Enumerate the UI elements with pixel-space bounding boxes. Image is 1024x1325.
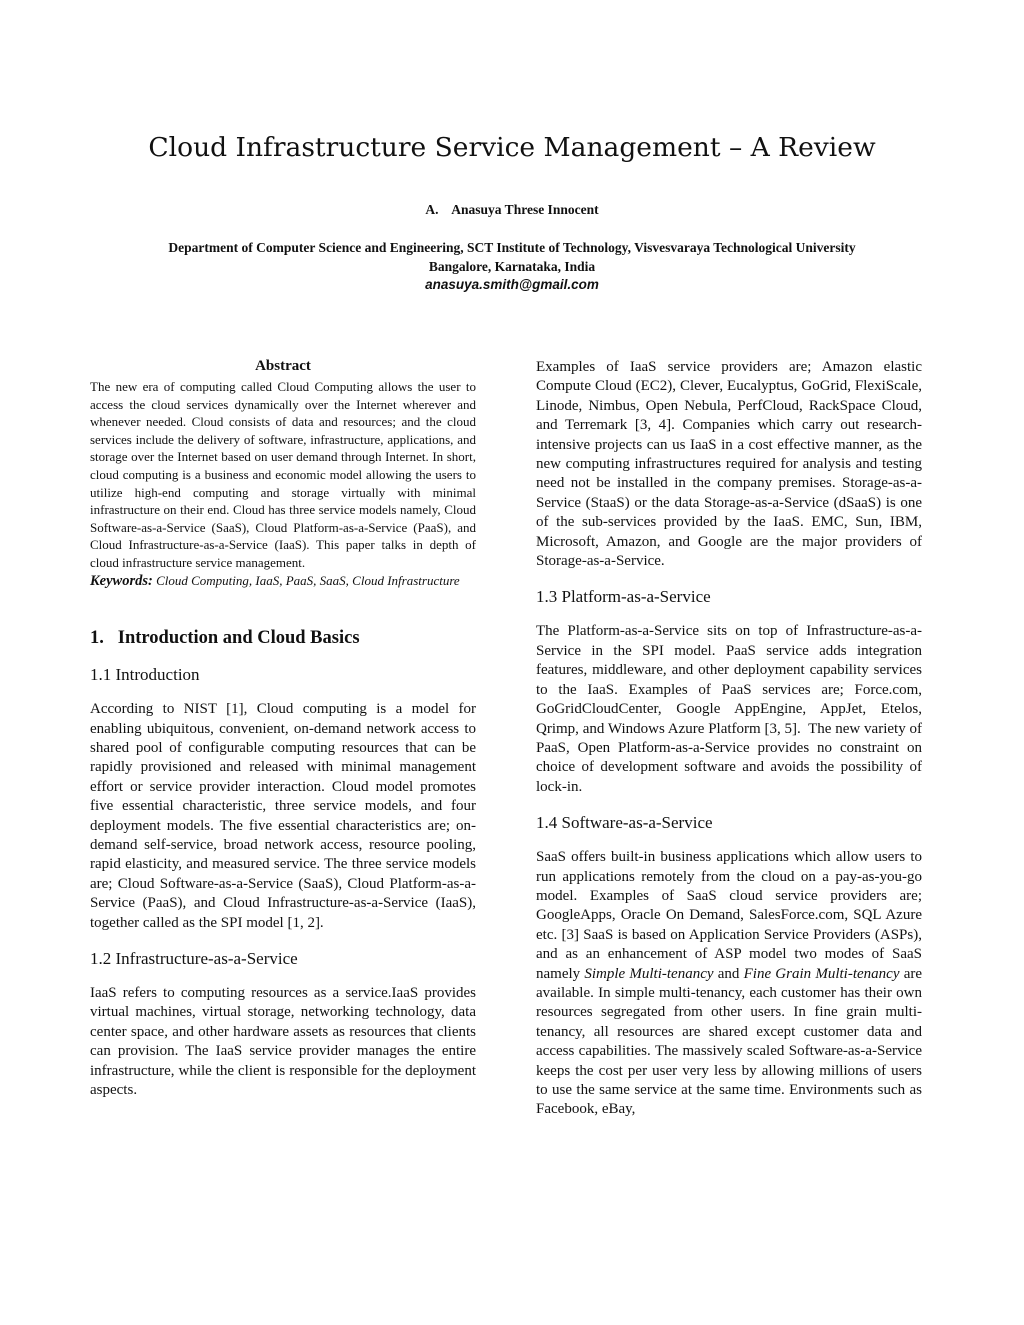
affiliation-line-1: Department of Computer Science and Engineering, SCT Institute of Technology, Visvesvaraya Technological University bbox=[168, 240, 856, 255]
and-word: and bbox=[717, 965, 740, 982]
subsection-1-1-text: According to NIST [1], Cloud computing is a model for enabling ubiquitous, convenient, on-demand network access to shared pool of configurable computing resources that can be rapidly provisioned and released with minimal management effort or service provider interaction. Cloud model promotes five essential characteristic, three service models, and four deployment models. The five essential characteristics are; on-demand self-service, broad network access, resource pooling, rapid elasticity, and measured service. The three service models are; Cloud Software-as-a-Service (SaaS), Cloud Platform-as-a-Service (PaaS), and Cloud Infrastructure-as-a-Service (IaaS), together called as the SPI model [1, 2]. bbox=[90, 701, 476, 931]
author-email: anasuya.smith@gmail.com bbox=[425, 277, 599, 292]
subsection-1-3-heading: 1.3 Platform-as-a-Service bbox=[536, 587, 711, 607]
affiliation bbox=[0, 238, 1024, 276]
keywords-list: Cloud Computing, IaaS, PaaS, SaaS, Cloud Infrastructure bbox=[156, 572, 460, 588]
saas-text-part-a: SaaS offers built-in business applications which allow users to run applications remotely from the cloud on a pay-as-you-go model. Examples of SaaS cloud service providers are; GoogleApps, Oracle On Demand, SalesForce.com, SQL Azure etc. [3] SaaS is based on Application Service Providers (ASPs), and as an enhancement of ASP model two modes of SaaS namely bbox=[536, 849, 922, 982]
subsection-1-1-heading: 1.1 Introduction bbox=[90, 665, 200, 685]
simple-multi-tenancy-term: Simple Multi-tenancy bbox=[584, 965, 714, 982]
subsection-1-2-text: IaaS refers to computing resources as a service.IaaS provides virtual machines, virtual storage, networking technology, data center space, and other hardware assets as resources that clients can provision. The IaaS service provider manages the entire infrastructure, while the client is responsible for the deployment aspects. bbox=[90, 985, 476, 1099]
fine-grain-multi-tenancy-term: Fine Grain Multi-tenancy bbox=[743, 965, 900, 982]
author-name: A. Anasuya Threse Innocent bbox=[425, 202, 599, 217]
affiliation-line-2: Bangalore, Karnataka, India bbox=[428, 259, 596, 274]
abstract-heading: Abstract bbox=[255, 358, 311, 374]
keywords-line bbox=[90, 572, 476, 591]
subsection-1-3-text: The Platform-as-a-Service sits on top of Infrastructure-as-a-Service in the SPI model. PaaS service adds integration features, middleware, and other deployment capability services to the IaaS. Examples of PaaS services are; Force.com, GoGridCloudCenter, Google AppEngine, AppJet, Etelos, Qrimp, and Windows Azure Platform [3, 5]. The new variety of PaaS, Open Platform-as-a-Service provides no constraint on choice of development software and avoids the possibility of lock-in. bbox=[536, 623, 922, 795]
subsection-1-2-continued-text: Examples of IaaS service providers are; Amazon elastic Compute Cloud (EC2), Clever, Eucalyptus, GoGrid, FlexiScale, Linode, Nimbus, Open Nebula, PerfCloud, RackSpace Cloud, and Terremark [3, 4]. Companies which carry out research-intensive projects can us IaaS in a cost effective manner, as the new computing infrastructures required for analysis and testing need not be installed in the company premises. Storage-as-a-Service (StaaS) or the data Storage-as-a-Service (dSaaS) is one of the sub-services provided by the IaaS. EMC, Sun, IBM, Microsoft, Amazon, and Google are the major providers of Storage-as-a-Service. bbox=[536, 359, 922, 570]
keywords-label: Keywords: bbox=[90, 572, 153, 589]
right-column bbox=[536, 358, 922, 1120]
paper-title: Cloud Infrastructure Service Management – A Review bbox=[148, 132, 876, 163]
abstract-text: The new era of computing called Cloud Computing allows the user to access the cloud services dynamically over the Internet wherever and whenever needed. Cloud consists of data and resources; and the cloud services include the delivery of software, infrastructure, applications, and storage over the Internet based on user demand through Internet. In short, cloud computing is a business and economic model allowing the users to utilize high-end computing and storage virtually with minimal infrastructure on their end. Cloud has three service models namely, Cloud Software-as-a-Service (SaaS), Cloud Platform-as-a-Service (PaaS), and Cloud Infrastructure-as-a-Service (IaaS). This paper talks in depth of cloud infrastructure service management. bbox=[90, 379, 476, 570]
subsection-1-4-text bbox=[536, 848, 922, 1120]
subsection-1-2-heading: 1.2 Infrastructure-as-a-Service bbox=[90, 949, 298, 968]
left-column bbox=[90, 358, 476, 1100]
section-1-heading: 1. Introduction and Cloud Basics bbox=[90, 628, 360, 649]
saas-text-part-b: are available. In simple multi-tenancy, each customer has their own resources segregated from other users. In fine grain multi-tenancy, all resources are shared except customer data and access capabilities. The massively scaled Software-as-a-Service keeps the cost per user very less by allowing millions of users to use the same service at the same time. Environments such as Facebook, eBay, bbox=[536, 965, 922, 1118]
subsection-1-4-heading: 1.4 Software-as-a-Service bbox=[536, 813, 713, 833]
